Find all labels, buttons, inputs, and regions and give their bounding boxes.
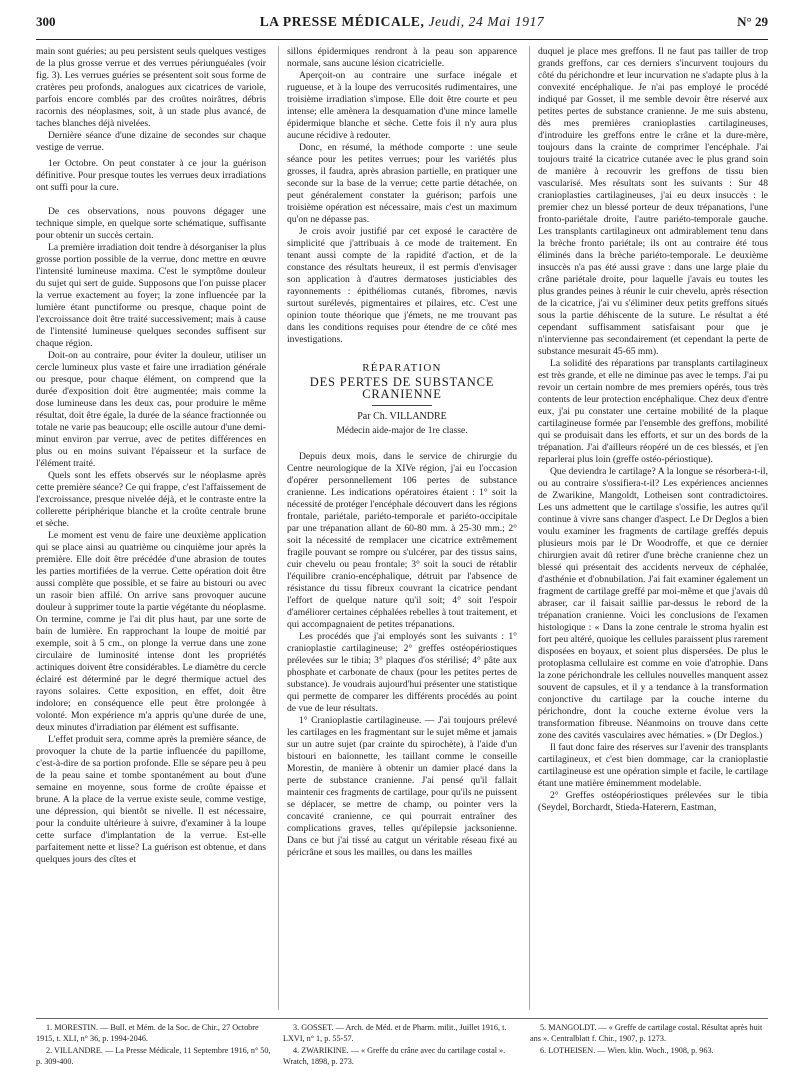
paragraph: duquel je place mes greffons. Il ne faut pas tailler de trop grands greffons, car ces derniers s'incurvent toujours du côté du périchondre et leur incurvation ne s'adapte plus à la convexité encéphalique. Je n'ai pas employé le procédé indiqué par Gosset, il me semble devoir être réservé aux petites pertes de substance cranienne. Je me suis abstenu, dès mes premières cranioplasties cartilagineuses, d'introduire les greffons entre le crâne et la dure-mère, toujours dans la crainte de comprimer l'encéphale. J'ai toujours traité la cicatrice cutanée avec le plus grand soin de manière à recouvrir les greffons de tissu bien vascularisé. Mes résultats sont les suivants : Sur 48 cranioplasties cartilagineuses, j'ai eu deux insuccès : le premier chez un blessé porteur de deux trépanations, l'une fronto-pariétale droite, l'autre pariéto-temporale gauche. Les transplants cartilagineux ont admirablement tenu dans la brèche fronto pariétale; ils ont au contraire été tous éliminés dans la brèche pariéto-temporale. Le deuxième insuccès n'a pas été aussi grave : dans une large plaie du crâne pariétale droite, pour laquelle j'avais eu toutes les plus grandes peines à réunir le cuir chevelu, après résection de la cicatrice, j'ai vu s'éliminer deux petits greffons situés sous la partie déhiscente de la suture. Le résultat a été cependant suffisamment satisfaisant pour que je n'intervienne pas secondairement (et cependant la perte de substance mesurait 45-65 mm). xyxy=(538,46,768,357)
issue-date: Jeudi, 24 Mai 1917 xyxy=(428,14,545,29)
paragraph: Que deviendra le cartilage? A la longue se résorbera-t-il, ou au contraire s'ossifiera-t-il? Les expériences anciennes de Zwarikine, Mangoldt, Lotheisen sont contradictoires. Les uns admettent que le cartilage s'ossifie, les autres qu'il continue à vivre sans changer d'aspect. Le Dr Deglos a bien voulu examiner les fragments de cartilage greffés depuis plusieurs mois par le Dr Woodroffe, et que ce dernier chirurgien avait dû retirer d'une brèche cranienne chez un blessé qui présentait des accidents nerveux de céphalée, d'asthénie et d'obnubilation. J'ai fait examiner également un fragment de cartilage greffé par moi-même et que j'avais dû abraser, car il faisait saillie par-dessus le rebord de la trépanation cranienne. Voici les conclusions de l'examen histologique : « Dans la zone centrale le stroma hyalin est fort peu altéré, quoique les cellules paraissent plus rarement disposées en boyaux, et soient plus dispersées. De plus le protoplasma cellulaire est comme en voie d'atrophie. Dans la zone périchondrale les cellules nouvelles manquent assez souvent de capsules, et il y a tendance à la transformation conjonctive du cartilage par la couche interne du périchondre, dont la couche externe évolue vers la transformation fibreuse. Néanmoins on trouve dans cette zone des cavités vasculaires avec hématies. » (Dr Deglos.) xyxy=(538,466,768,741)
paragraph: 1er Octobre. On peut constater à ce jour la guérison définitive. Pour presque toutes les verrues deux irradiations ont suffi pour la cure. xyxy=(36,158,266,193)
issue-number: N° 29 xyxy=(737,14,768,29)
footnote: 3. GOSSET. — Arch. de Méd. et de Pharm. milit., Juillet 1916, t. LXVI, n° 1, p. 55-57. xyxy=(283,1023,507,1043)
column-left xyxy=(36,46,266,1010)
footnote: 6. LOTHEISEN. — Wien. klin. Woch., 1908, p. 963. xyxy=(540,1046,714,1055)
column-middle xyxy=(278,46,517,1010)
journal-name: LA PRESSE MÉDICALE, xyxy=(259,14,425,29)
column-right xyxy=(529,46,768,1010)
author-role: Médecin aide-major de 1re classe. xyxy=(336,425,468,436)
paragraph: sillons épidermiques rendront à la peau son apparence normale, sans aucune lésion cicatricielle. xyxy=(287,46,517,69)
title-divider xyxy=(372,405,432,406)
footnote: 1. MORESTIN. — Bull. et Mém. de la Soc. de Chir., 27 Octobre 1915, t. XLI, n° 36, p. 1994-2046. xyxy=(36,1023,259,1043)
article-heading xyxy=(287,362,517,437)
text-columns xyxy=(36,46,768,1010)
footnotes-left xyxy=(36,1023,271,1069)
paragraph: Donc, en résumé, la méthode comporte : une seule séance pour les petites verrues; pour les variétés plus grosses, il faudra, après abrasion partielle, en pratiquer une seconde sur la base de la verrue; cette partie détachée, on peut généralement constater la guérison; parfois une troisième opération est nécessaire, mais c'est un maximum qu'on ne dépasse pas. xyxy=(287,142,517,225)
paragraph: Quels sont les effets observés sur le néoplasme après cette première séance? Ce qui frappe, c'est l'affaissement de l'excroissance, presque nivelée déjà, et le contraste entre la collerette périphérique blanche et la croûte centrale brune et sèche. xyxy=(36,470,266,529)
paragraph: De ces observations, nous pouvons dégager une technique simple, en quelque sorte schématique, suffisante pour obtenir un succès certain. xyxy=(36,206,266,241)
paragraph: L'effet produit sera, comme après la première séance, de provoquer la chute de la partie influencée du papillome, c'est-à-dire de sa portion profonde. Elle se sépare peu à peu de la peau saine et tombe spontanément au bout d'une semaine en moyenne, sous forme de croûte épaisse et brune. A la place de la verrue existe seule, comme vestige, une dépression, qui bientôt se nivelle. Il est nécessaire, pour la conduite ultérieure à suivre, d'examiner à la loupe cette surface d'implantation de la verrue. Est-elle parfaitement nette et lisse? La guérison est obtenue, et dans quelques jours des cîtes et xyxy=(36,734,266,865)
footnotes-middle xyxy=(283,1023,518,1069)
paragraph: Il faut donc faire des réserves sur l'avenir des transplants cartilagineux, et c'est bien dommage, car la cranioplastie cartilagineuse est une opération simple et facile, le cartilage étant une matière éminemment modelable. xyxy=(538,742,768,789)
paragraph: Dernière séance d'une dizaine de secondes sur chaque vestige de verrue. xyxy=(36,130,266,153)
article-title-line2: DES PERTES DE SUBSTANCE CRANIENNE xyxy=(309,375,495,401)
paragraph: Doit-on au contraire, pour éviter la douleur, utiliser un cercle lumineux plus vaste et faire une irradiation générale ou presque, pour chaque élément, on comprend que la durée d'exposition doit être augmentée; mais comme la dose lumineuse dans les deux cas, pour produire le même résultat, doit être égale, la durée de la séance fractionnée ou totale ne varie pas beaucoup; elle oscille autour d'une demi-minut environ par verrue, avec de petites différences en plus ou en moins suivant l'épaisseur et la surface de l'élément traité. xyxy=(36,350,266,469)
paragraph: main sont guéries; au peu persistent seuls quelques vestiges de la plus grosse verrue et des verrues périunguéales (voir fig. 3). Les verrues guéries se présentent soit sous forme de cratères peu profonds, analogues aux cicatrices de variole, parfois encore comblés par des croûtes noirâtres, débris racornis des néoplasmes, soit, à un stade plus avancé, de taches blanches déjà nivelées. xyxy=(36,46,266,129)
footnote: 5. MANGOLDT. — « Greffe de cartilage costal. Résultat après huit ans ». Centralblatt f. Chir., 1907, p. 1273. xyxy=(530,1023,763,1043)
article-title-line1: RÉPARATION xyxy=(362,362,442,374)
footnote: 4. ZWARIKINE. — « Greffe du crâne avec du cartilage costal ». Wratch, 1898, p. 273. xyxy=(283,1046,506,1066)
paragraph: Aperçoit-on au contraire une surface inégale et rugueuse, et à la loupe des verrucosités rudimentaires, une troisième irradiation s'impose. Elle doit être courte et peu intense; elle amènera la desquamation d'une mince lamelle épidermique blanche et sèche. Cette fois il n'y aura plus aucune récidive à redouter. xyxy=(287,70,517,141)
author-byline: Par Ch. VILLANDRE xyxy=(357,411,447,422)
paragraph: La solidité des réparations par transplants cartilagineux est très grande, et elle ne diminue pas avec le temps. J'ai pu revoir un certain nombre de mes premiers opérés, tous très contents de leur protection encéphalique. Chez deux d'entre eux, j'ai pu constater une certaine mobilité de la plaque cartilagineuse formée par l'ensemble des greffons, mobilité qui se produisait dans les efforts, et sur un des bords de la trépanation. J'ai d'ailleurs réopéré un de ces blessés, et j'en reparlerai plus loin (greffe ostéo-périostique). xyxy=(538,358,768,465)
paragraph: Depuis deux mois, dans le service de chirurgie du Centre neurologique de la XIVe région, j'ai eu l'occasion d'opérer personnellement 106 pertes de substance cranienne. Les indications opératoires étaient : 1° soit la nécessité de protéger l'encéphale découvert dans les régions frontale, pariétale, pariéto-temporale et pariéto-occipitale par une trépanation allant de 60-80 mm. à 25-30 mm.; 2° soit la nécessité de remplacer une cicatrice extrêmement fragile pouvant se rompre ou s'ulcérer, par des tissus sains, cuir chevelu ou peau frontale; 3° soit la souci de rétablir l'équilibre cranio-encéphalique, détruit par l'absence de résistance du tissu fibreux couvrant la cicatrice pendant l'effort de quelque nature qu'il soit; 4° soit l'espoir d'améliorer certaines céphalées rebelles à tout traitement, et qui accompagnaient de petites trépanations. xyxy=(287,451,517,630)
paragraph: 2° Greffes ostéopériostiques prélevées sur le tibia (Seydel, Borchardt, Stieda-Haterern, Eastman, xyxy=(538,790,768,813)
paragraph: Le moment est venu de faire une deuxième application qui se place ainsi au quatrième ou cinquième jour après la première. Elle doit être précédée d'une abrasion de toutes les parties mortifiées de la verrue. Cette opération doit être aussi complète que possible, et se faire au bistouri ou avec un rasoir bien affilé. On arrive sans provoquer aucune douleur à supprimer toute la partie végétante du néoplasme. On termine, comme je l'ai dit plus haut, par une sorte de bain de lumière. En rapprochant la loupe de moitié par exemple, soit à 5 cm., on plonge la verrue dans une zone circulaire de luminosité intense dont les propriétés actiniques doivent être considérables. Le diamètre du cercle éclairé est déterminé par le degré thermique actuel des rayons solaires. Cette exposition, en effet, doit être indolore; en conséquence elle peut être prolongée à volonté. Mon expérience m'a appris qu'une durée de une, deux minutes d'irradiation par élément est suffisante. xyxy=(36,530,266,733)
paragraph: Les procédés que j'ai employés sont les suivants : 1° cranioplastie cartilagineuse; 2° greffes ostéopériostiques prélevées sur le tibia; 3° plaques d'os stérilisé; 4° pâte aux phosphate et carbonate de chaux (pour les petites pertes de substance). Je voudrais aujourd'hui présenter une statistique qui permette de comparer les différents procédés au point de vue de leur résultats. xyxy=(287,631,517,714)
footnotes-right xyxy=(530,1023,765,1069)
paragraph: La première irradiation doit tendre à désorganiser la plus grosse portion possible de la verrue, donc mettre en œuvre l'intensité lumineuse maxima. C'est le symptôme douleur du sujet qui sert de guide. Supposons que l'on puisse placer la verrue exactement au foyer; la zone influencée par la lumière étant punctiforme ou presque, chaque point de l'excroissance doit être traité successivement; mais à cause de l'intensité lumineuse quelques secondes suffisent sur chaque région. xyxy=(36,242,266,349)
footnotes xyxy=(36,1018,768,1069)
page-number: 300 xyxy=(36,14,56,29)
paragraph: 1° Cranioplastie cartilagineuse. — J'ai toujours prélevé les cartilages en les fragmentant sur le sujet même et jamais sur un autre sujet (par crainte du spirochète), à l'aide d'un bistouri en baïonnette, les taillant comme le conseille Morestin, de manière à obtenir un damier placé dans la perte de substance cranienne. J'ai pensé qu'il fallait maintenir ces fragments de cartilage, pour qu'ils ne puissent se déplacer, se mettre de champ, ou pointer vers la concavité cranienne, ce qui pourrait entraîner des complications graves, telles qu'épilepsie jacksonienne. Dans ce but j'ai tissé au catgut un véritable réseau fixé au péricrâne et sous les mailles, ou dans les mailles xyxy=(287,715,517,858)
page-header xyxy=(36,14,768,40)
paragraph: Je crois avoir justifié par cet exposé le caractère de simplicité que j'attribuais à ce mode de traitement. En tenant aussi compte de la rapidité d'action, et de la constance des résultats heureux, il est permis d'envisager son application à d'autres dermatoses justiciables des rayonnements : épithéliomas cutanés, fibromes, nævis surtout surélevés, pigmentaires et pilaires, etc. C'est une opinion toute théorique que j'émets, ne me trouvant pas dans les conditions requises pour étendre de ce côté mes investigations. xyxy=(287,226,517,345)
footnote: 2. VILLANDRE. — La Presse Médicale, 11 Septembre 1916, n° 50, p. 309-400. xyxy=(36,1046,271,1066)
running-title xyxy=(260,14,545,30)
